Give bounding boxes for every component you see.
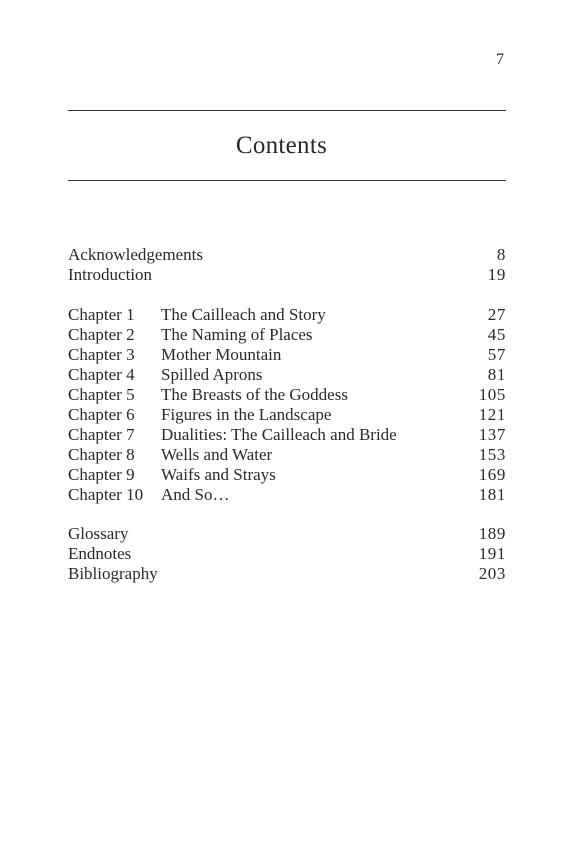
toc-entry-chapter-5 [68, 385, 506, 405]
bottom-rule [68, 180, 506, 181]
back-matter-list [68, 524, 506, 584]
chapter-title: The Cailleach and Story [161, 305, 326, 324]
toc-entry-label: Glossary [68, 524, 129, 543]
chapter-number: Chapter 10 [68, 485, 144, 504]
toc-entry-page: 105 [478, 385, 506, 404]
chapter-number: Chapter 8 [68, 445, 135, 464]
toc-entry-label: Endnotes [68, 544, 132, 563]
toc-entry-page: 81 [487, 365, 506, 384]
toc-entry-page: 169 [478, 465, 506, 484]
toc-entry-page: 137 [478, 425, 506, 444]
toc-entry-label: Bibliography [68, 564, 158, 583]
toc-entry-chapter-6 [68, 405, 506, 425]
toc-entry-page: 27 [487, 305, 506, 324]
chapter-title: Mother Mountain [161, 345, 282, 364]
toc-entry-label: Acknowledgements [68, 245, 204, 264]
toc-entry-page: 45 [487, 325, 506, 344]
chapter-title: Dualities: The Cailleach and Bride [161, 425, 397, 444]
chapter-title: Waifs and Strays [161, 465, 276, 484]
chapter-number: Chapter 3 [68, 345, 135, 364]
toc-entry-page: 121 [478, 405, 506, 424]
toc-entry-page: 203 [478, 564, 506, 583]
toc-entry-glossary [68, 524, 506, 544]
chapter-list [68, 305, 506, 505]
front-matter-list [68, 245, 506, 285]
toc-entry-chapter-10 [68, 485, 506, 505]
page-title: Contents [235, 132, 328, 159]
chapter-number: Chapter 2 [68, 325, 135, 344]
chapter-title: Spilled Aprons [161, 365, 263, 384]
toc-entry-chapter-8 [68, 445, 506, 465]
toc-entry-acknowledgements [68, 245, 506, 265]
toc-entry-page: 8 [496, 245, 506, 264]
chapter-title: And So… [161, 485, 230, 504]
toc-entry-chapter-3 [68, 345, 506, 365]
toc-entry-bibliography [68, 564, 506, 584]
toc-entry-page: 19 [487, 265, 506, 284]
toc-entry-page: 191 [478, 544, 506, 563]
toc-entry-endnotes [68, 544, 506, 564]
toc-entry-page: 189 [478, 524, 506, 543]
chapter-number: Chapter 5 [68, 385, 135, 404]
toc-entry-chapter-2 [68, 325, 506, 345]
toc-entry-label: Introduction [68, 265, 153, 284]
chapter-number: Chapter 1 [68, 305, 135, 324]
top-rule [68, 110, 506, 111]
page-number: 7 [496, 51, 504, 68]
toc-entry-chapter-7 [68, 425, 506, 445]
toc-entry-introduction [68, 265, 506, 285]
toc-entry-page: 181 [478, 485, 506, 504]
toc-entry-page: 153 [478, 445, 506, 464]
chapter-number: Chapter 4 [68, 365, 135, 384]
chapter-title: Figures in the Landscape [161, 405, 332, 424]
chapter-number: Chapter 9 [68, 465, 135, 484]
chapter-title: The Naming of Places [161, 325, 313, 344]
chapter-title: Wells and Water [161, 445, 273, 464]
chapter-number: Chapter 7 [68, 425, 135, 444]
chapter-title: The Breasts of the Goddess [161, 385, 348, 404]
toc-entry-chapter-4 [68, 365, 506, 385]
toc-entry-page: 57 [487, 345, 506, 364]
toc-entry-chapter-1 [68, 305, 506, 325]
chapter-number: Chapter 6 [68, 405, 135, 424]
toc-entry-chapter-9 [68, 465, 506, 485]
